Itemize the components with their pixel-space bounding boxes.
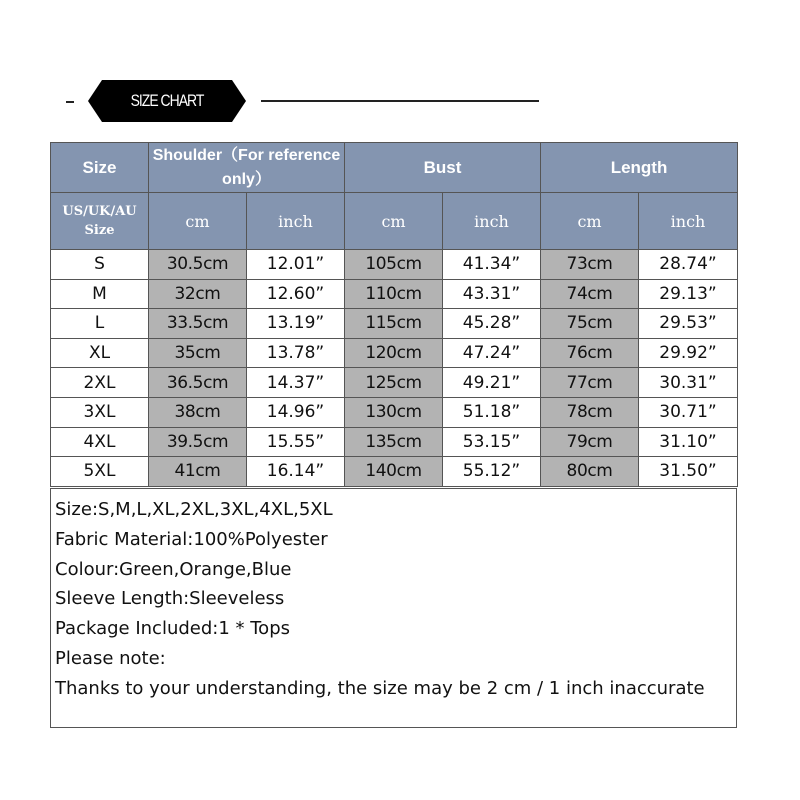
length-cm-cell: 74cm xyxy=(541,279,639,309)
bust-cm-cell: 130cm xyxy=(345,397,443,427)
notes-colour-line: Colour:Green,Orange,Blue xyxy=(55,558,292,580)
size-cell: S xyxy=(51,250,149,280)
length-inch-cell: 29.13” xyxy=(639,279,738,309)
banner-right-tail xyxy=(232,80,246,122)
size-chart-banner xyxy=(88,80,246,122)
length-cm-cell: 77cm xyxy=(541,368,639,398)
bust-inch-cell: 49.21” xyxy=(443,368,541,398)
header-size: Size xyxy=(51,143,149,193)
bust-cm-cell: 125cm xyxy=(345,368,443,398)
shoulder-cm-cell: 38cm xyxy=(149,397,247,427)
size-subheader-line1: US/UK/AU xyxy=(62,204,137,219)
shoulder-cm-cell: 41cm xyxy=(149,457,247,487)
size-cell: M xyxy=(51,279,149,309)
header-bust-cm: cm xyxy=(345,193,443,250)
banner-left-tail xyxy=(88,80,102,122)
size-cell: 5XL xyxy=(51,457,149,487)
bust-cm-cell: 110cm xyxy=(345,279,443,309)
notes-accuracy-line: Thanks to your understanding, the size may be 2 cm / 1 inch inaccurate xyxy=(55,677,705,699)
length-inch-cell: 30.71” xyxy=(639,397,738,427)
shoulder-cm-cell: 35cm xyxy=(149,338,247,368)
length-cm-cell: 76cm xyxy=(541,338,639,368)
product-notes xyxy=(50,488,737,728)
size-cell: XL xyxy=(51,338,149,368)
shoulder-inch-cell: 16.14” xyxy=(247,457,345,487)
length-inch-cell: 30.31” xyxy=(639,368,738,398)
shoulder-inch-cell: 13.19” xyxy=(247,309,345,339)
table-row xyxy=(51,397,738,427)
length-inch-cell: 29.92” xyxy=(639,338,738,368)
length-cm-cell: 79cm xyxy=(541,427,639,457)
table-row xyxy=(51,279,738,309)
shoulder-cm-cell: 32cm xyxy=(149,279,247,309)
size-cell: 4XL xyxy=(51,427,149,457)
table-row xyxy=(51,250,738,280)
bust-inch-cell: 53.15” xyxy=(443,427,541,457)
table-row xyxy=(51,309,738,339)
shoulder-cm-cell: 39.5cm xyxy=(149,427,247,457)
header-length: Length xyxy=(541,143,738,193)
length-cm-cell: 80cm xyxy=(541,457,639,487)
notes-sleeve-line: Sleeve Length:Sleeveless xyxy=(55,588,285,610)
shoulder-cm-cell: 36.5cm xyxy=(149,368,247,398)
shoulder-cm-cell: 30.5cm xyxy=(149,250,247,280)
header-shoulder-inch: inch xyxy=(247,193,345,250)
notes-size-line: Size:S,M,L,XL,2XL,3XL,4XL,5XL xyxy=(55,499,333,520)
bust-inch-cell: 41.34” xyxy=(443,250,541,280)
bust-cm-cell: 115cm xyxy=(345,309,443,339)
size-table xyxy=(50,142,737,487)
header-shoulder: Shoulder（For reference only） xyxy=(149,143,345,193)
length-inch-cell: 31.10” xyxy=(639,427,738,457)
shoulder-inch-cell: 14.96” xyxy=(247,397,345,427)
table-unit-header-row xyxy=(51,193,738,250)
shoulder-inch-cell: 12.60” xyxy=(247,279,345,309)
table-row xyxy=(51,427,738,457)
shoulder-inch-cell: 15.55” xyxy=(247,427,345,457)
shoulder-cm-cell: 33.5cm xyxy=(149,309,247,339)
length-inch-cell: 28.74” xyxy=(639,250,738,280)
bust-inch-cell: 55.12” xyxy=(443,457,541,487)
bust-cm-cell: 140cm xyxy=(345,457,443,487)
header-rule xyxy=(261,100,539,102)
header-bust-inch: inch xyxy=(443,193,541,250)
length-cm-cell: 75cm xyxy=(541,309,639,339)
shoulder-inch-cell: 13.78” xyxy=(247,338,345,368)
bust-inch-cell: 45.28” xyxy=(443,309,541,339)
bust-cm-cell: 120cm xyxy=(345,338,443,368)
length-inch-cell: 29.53” xyxy=(639,309,738,339)
notes-please-note-line: Please note: xyxy=(55,647,166,669)
bust-inch-cell: 43.31” xyxy=(443,279,541,309)
header-length-inch: inch xyxy=(639,193,738,250)
table-row xyxy=(51,457,738,487)
bust-inch-cell: 47.24” xyxy=(443,338,541,368)
header-dash xyxy=(66,101,74,103)
table-row xyxy=(51,368,738,398)
header-shoulder-cm: cm xyxy=(149,193,247,250)
header-bust: Bust xyxy=(345,143,541,193)
header-length-cm: cm xyxy=(541,193,639,250)
bust-cm-cell: 105cm xyxy=(345,250,443,280)
shoulder-inch-cell: 14.37” xyxy=(247,368,345,398)
length-inch-cell: 31.50” xyxy=(639,457,738,487)
length-cm-cell: 73cm xyxy=(541,250,639,280)
table-group-header-row xyxy=(51,143,738,193)
size-cell: 2XL xyxy=(51,368,149,398)
notes-package-line: Package Included:1 * Tops xyxy=(55,618,290,640)
size-cell: 3XL xyxy=(51,397,149,427)
header-us-uk-au-size xyxy=(51,193,149,250)
bust-inch-cell: 51.18” xyxy=(443,397,541,427)
shoulder-inch-cell: 12.01” xyxy=(247,250,345,280)
length-cm-cell: 78cm xyxy=(541,397,639,427)
size-cell: L xyxy=(51,309,149,339)
notes-fabric-line: Fabric Material:100%Polyester xyxy=(55,528,328,550)
table-row xyxy=(51,338,738,368)
size-subheader-line2: Size xyxy=(84,223,115,238)
bust-cm-cell: 135cm xyxy=(345,427,443,457)
banner-title: SIZE CHART xyxy=(130,91,204,110)
